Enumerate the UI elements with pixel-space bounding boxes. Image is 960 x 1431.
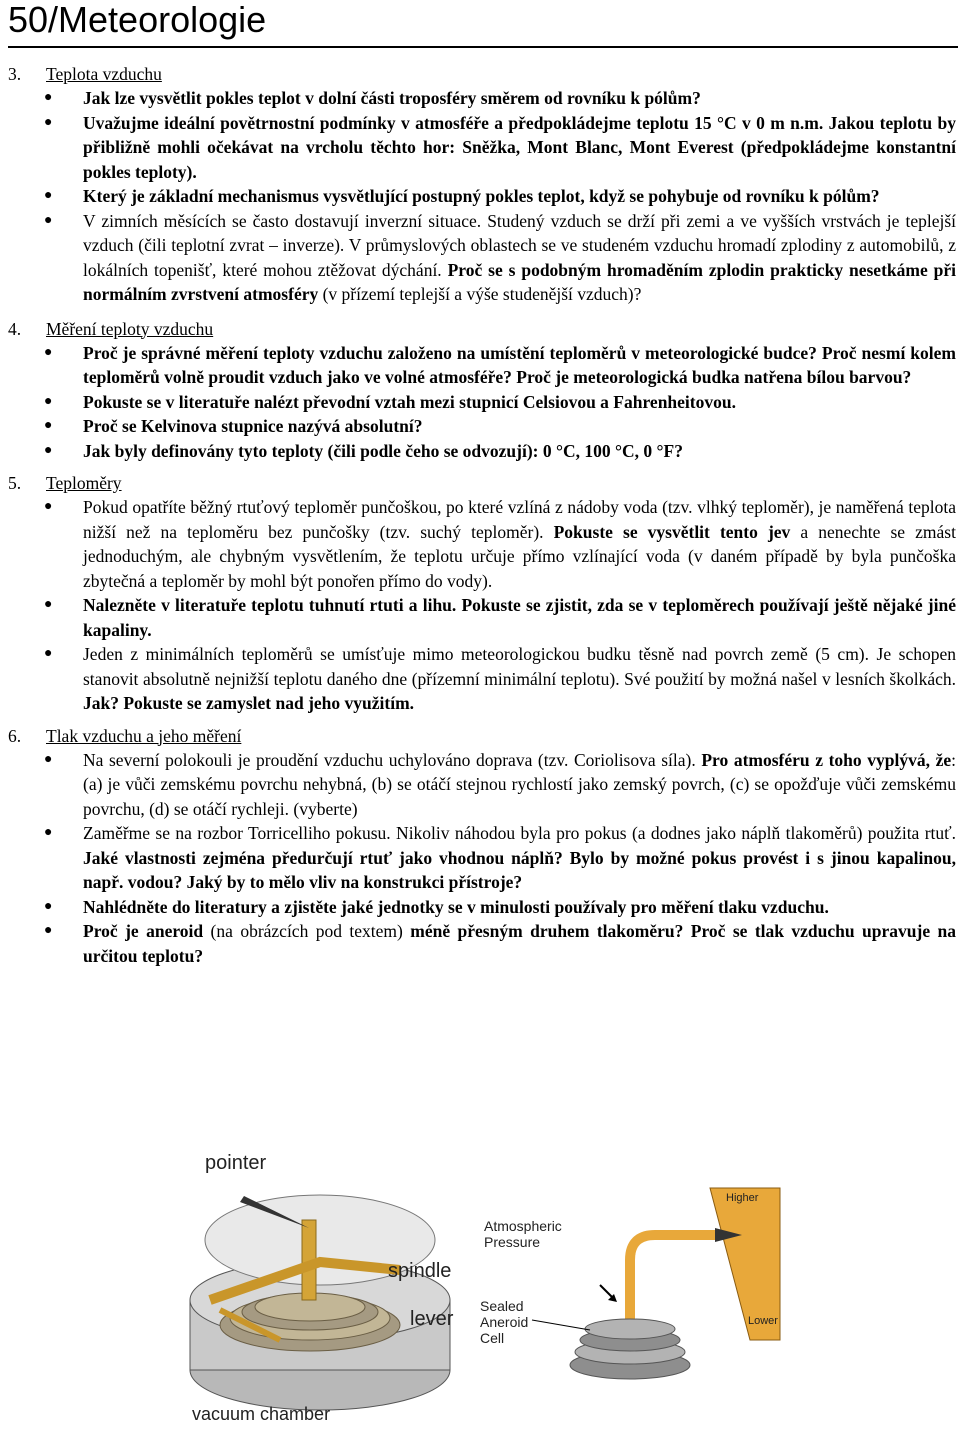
bullet-item bbox=[0, 642, 960, 716]
bullet-dot-icon: ● bbox=[44, 646, 53, 661]
bullet-item bbox=[0, 414, 960, 439]
body-text: a nenechte se zmást jednoduchým, ale chybným vysvětlením, že teplotu určuje přímo vzlínající voda (v daném případě by byla punčoška zbytečná a teploměr by mohl být ponořen přímo do vody). bbox=[83, 521, 956, 591]
sealed-aneroid-cell-label: Sealed Aneroid Cell bbox=[480, 1298, 529, 1346]
bullet-dot-icon: ● bbox=[44, 90, 53, 105]
bullet-item bbox=[0, 86, 960, 111]
body-text: Zaměřme se na rozbor Torricelliho pokusu. Nikoliv náhodou byla pro pokus (a dodnes jako náplň tlakoměrů) použita rtuť. bbox=[83, 823, 956, 843]
bullet-item bbox=[0, 919, 960, 968]
spindle-label: spindle bbox=[388, 1260, 452, 1282]
body-text: Na severní polokouli je proudění vzduchu uchylováno doprava (tzv. Coriolisova síla). bbox=[83, 749, 702, 770]
section-number: 4. bbox=[8, 318, 22, 339]
bullet-item bbox=[0, 821, 960, 895]
bullet-dot-icon: ● bbox=[44, 344, 53, 360]
section-heading bbox=[0, 317, 960, 341]
bullet-dot-icon: ● bbox=[44, 751, 53, 767]
bullet-dot-icon: ● bbox=[44, 898, 53, 914]
bold-text: Jak byly definovány tyto teploty (čili podle čeho se odvozují): 0 °C, 100 °C, 0 °F? bbox=[83, 440, 683, 461]
bullet-item bbox=[0, 748, 960, 822]
bullet-item bbox=[0, 895, 960, 920]
bold-text: Proč je správné měření teploty vzduchu založeno na umístění teploměrů v meteorologické budce? Proč nesmí kolem teploměrů volně proudit vzduch jako ve volné atmosféře? Proč je meteorologická budka natřena bílou barvou? bbox=[83, 342, 956, 387]
bullet-dot-icon: ● bbox=[44, 188, 53, 203]
lower-label: Lower bbox=[748, 1315, 778, 1327]
body-text: Jeden z minimálních teploměrů se umísťuje mimo meteorologickou budku těsně nad povrch země (5 cm). Je schopen stanovit absolutně nejnižší teplotu daného dne (přízemní minimální teplotu). Své použití by možná našel v lesních školkách. bbox=[83, 644, 956, 689]
body-text: V zimních měsících se často dostavují inverzní situace. Studený vzduch se drží při zemi a ve vyšších vrstvách je teplejší vzduch (čili teplotní zvrat – inverze). V průmyslových oblastech se ve studeném vzduchu hromadí zplodiny z automobilů, z lokálních topenišť, které mohou ztěžovat dýchání. bbox=[83, 210, 956, 280]
title-divider bbox=[8, 46, 958, 48]
bullet-item bbox=[0, 593, 960, 642]
section-number: 3. bbox=[8, 64, 22, 84]
section-title: Tlak vzduchu a jeho měření bbox=[46, 725, 242, 746]
lever-label: lever bbox=[410, 1308, 454, 1330]
body-text: Pokud opatříte běžný rtuťový teploměr punčoškou, po které vzlíná z nádoby voda (tzv. vlhký teploměr), je naměřená teplota nižší než na teploměru bez punčošky (tzv. suchý teploměr). bbox=[83, 497, 956, 542]
bullet-item bbox=[0, 184, 960, 209]
bullet-item bbox=[0, 111, 960, 185]
higher-label: Higher bbox=[726, 1192, 759, 1204]
bullet-dot-icon: ● bbox=[44, 499, 53, 514]
pointer-label: pointer bbox=[205, 1152, 267, 1174]
section-heading bbox=[0, 62, 960, 86]
bold-text: Pro atmosféru z toho vyplývá, že bbox=[701, 749, 952, 770]
page-title: 50/Meteorologie bbox=[8, 0, 267, 40]
bullet-item bbox=[0, 390, 960, 415]
bold-text: Proč se Kelvinova stupnice nazývá absolutní? bbox=[83, 416, 423, 436]
bold-text: Uvažujme ideální povětrnostní podmínky v atmosféře a předpokládejme teplotu 15 °C v 0 m n.m. Jakou teplotu by přibližně mohli očekávat na vrcholu těchto hor: Sněžka, Mont Blanc, Mont Everest (předpokládejme konstantní pokles teploty). bbox=[83, 112, 956, 182]
bold-text: Jaké vlastnosti zejména předurčují rtuť jako vhodnou náplň? Bylo by možné pokus provést i s jinou kapalinou, např. vodou? Jaký by to mělo vliv na konstrukci přístroje? bbox=[83, 847, 956, 892]
bold-text: méně přesným druhem tlakoměru? Proč se tlak vzduchu upravuje na určitou teplotu? bbox=[83, 921, 956, 966]
bold-text: Pokuste se vysvětlit tento jev bbox=[553, 521, 791, 542]
section-title: Měření teploty vzduchu bbox=[46, 318, 214, 339]
bullet-dot-icon: ● bbox=[44, 212, 53, 228]
bullet-item bbox=[0, 341, 960, 390]
bullet-dot-icon: ● bbox=[44, 825, 53, 840]
body-text: (na obrázcích pod textem) bbox=[203, 921, 411, 941]
body-text: (v přízemí teplejší a výše studenější vzduch)? bbox=[318, 284, 642, 304]
bullet-dot-icon: ● bbox=[44, 114, 53, 130]
section bbox=[0, 62, 960, 307]
bullet-dot-icon: ● bbox=[44, 393, 53, 409]
bullet-dot-icon: ● bbox=[44, 923, 53, 938]
bullet-item bbox=[0, 495, 960, 593]
bullet-dot-icon: ● bbox=[44, 418, 53, 433]
aneroid-cell-figure bbox=[480, 1180, 800, 1380]
section-heading bbox=[0, 724, 960, 748]
bold-text: Pokuste se v literatuře nalézt převodní vztah mezi stupnicí Celsiovou a Fahrenheitovou. bbox=[83, 391, 736, 412]
bold-text: Jak? Pokuste se zamyslet nad jeho využitím. bbox=[83, 693, 415, 713]
section bbox=[0, 724, 960, 969]
bullet-dot-icon: ● bbox=[44, 597, 53, 612]
section-heading bbox=[0, 471, 960, 495]
bold-text: Nahlédněte do literatury a zjistěte jaké jednotky se v minulosti používaly pro měření tlaku vzduchu. bbox=[83, 896, 829, 917]
section bbox=[0, 471, 960, 716]
section-number: 5. bbox=[8, 473, 22, 493]
bold-text: Nalezněte v literatuře teplotu tuhnutí rtuti a lihu. Pokuste se zjistit, zda se v teploměrech používají ještě nějaké jiné kapaliny. bbox=[83, 595, 956, 640]
aneroid-mechanism-figure bbox=[170, 1150, 470, 1426]
section-title: Teplota vzduchu bbox=[46, 64, 162, 84]
bold-text: Proč je aneroid bbox=[83, 921, 204, 941]
bullet-dot-icon: ● bbox=[44, 442, 53, 458]
section bbox=[0, 317, 960, 464]
section-number: 6. bbox=[8, 725, 22, 746]
bullet-item bbox=[0, 209, 960, 307]
bold-text: Jak lze vysvětlit pokles teplot v dolní části troposféry směrem od rovníku k pólům? bbox=[83, 88, 701, 108]
bullet-item bbox=[0, 439, 960, 464]
bold-text: Proč se s podobným hromaděním zplodin prakticky nesetkáme při normálním zvrstvení atmosféry bbox=[83, 259, 956, 304]
section-title: Teploměry bbox=[46, 473, 122, 493]
document-body bbox=[0, 62, 960, 968]
atmospheric-pressure-label: Atmospheric Pressure bbox=[484, 1218, 562, 1250]
vacuum-chamber-label: vacuum chamber bbox=[192, 1404, 331, 1424]
body-text: : (a) je vůči zemskému povrchu nehybná, (b) se otáčí stejnou rychlostí jako zemský povrch, (c) se opožďuje vůči zemskému povrchu, (d) se otáčí rychleji. (vyberte) bbox=[83, 749, 956, 819]
bold-text: Který je základní mechanismus vysvětlující postupný pokles teplot, když se pohybuje od rovníku k pólům? bbox=[83, 186, 880, 206]
